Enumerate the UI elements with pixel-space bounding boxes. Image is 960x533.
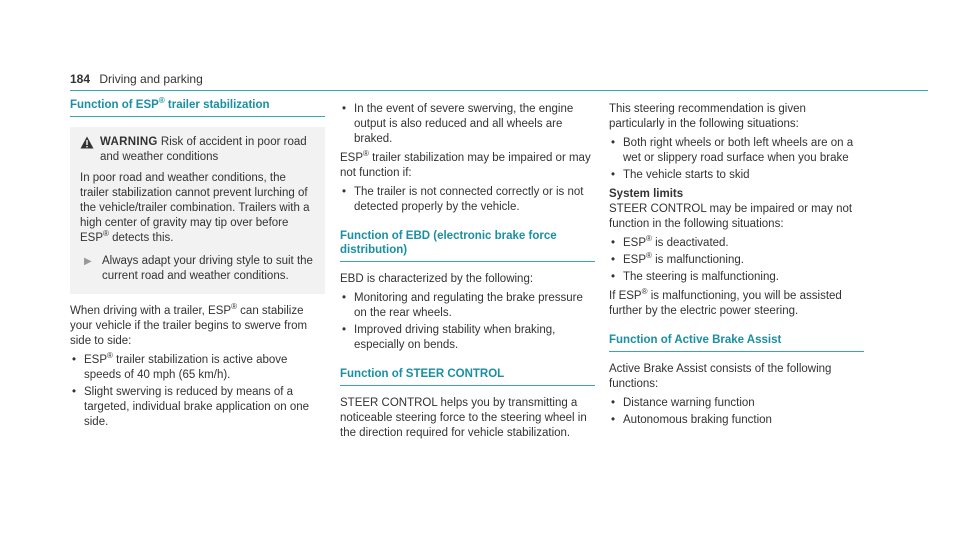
registered-mark: ® [641, 287, 648, 297]
list-item: • The trailer is not connected correctly or is not detected properly by the vehicle. [340, 185, 595, 215]
registered-mark: ® [231, 302, 237, 312]
impaired-paragraph [340, 151, 595, 181]
header-rule [70, 90, 928, 91]
list-item [70, 353, 325, 383]
column-1 [70, 98, 325, 434]
list-item: • Autonomous braking function [609, 413, 864, 428]
text: can stabilize your vehicle if the trailer begins to swerve from side to side: [70, 305, 308, 347]
warning-heading [80, 135, 315, 165]
text: trailer stabilization is active above speeds of 40 mph (65 km/h). [84, 354, 288, 381]
spacer [340, 219, 595, 229]
section-title-active-brake-assist: Function of Active Brake Assist [609, 333, 864, 352]
section-title-ebd: Function of EBD (electronic brake force distribution) [340, 229, 595, 262]
page-number: 184 [70, 72, 91, 86]
bullet-list [609, 396, 864, 428]
text: ESP [340, 152, 364, 164]
aba-intro: Active Brake Assist consists of the following functions: [609, 363, 832, 390]
list-item [609, 253, 864, 268]
warning-body-text: In poor road and weather conditions, the trailer stabilization cannot prevent lurching of the vehicle/trailer combination. Trailers with a high center of gravity may tip over before ESP [80, 172, 310, 244]
arrow-right-icon: ▶ [84, 256, 92, 267]
text: ESP [84, 354, 108, 366]
column-3 [609, 102, 864, 432]
warning-label: WARNING [100, 136, 158, 148]
text: is malfunctioning, you will be assisted further by the electric power steering. [609, 290, 842, 317]
list-item: • In the event of severe swerving, the engine output is also reduced and all wheels are braked. [340, 102, 595, 147]
list-item: • Improved driving stability when braking, especially on bends. [340, 323, 595, 353]
warning-triangle-icon [80, 136, 94, 149]
registered-mark: ® [158, 96, 165, 106]
ebd-intro: EBD is characterized by the following: [340, 273, 534, 285]
bullet-list [340, 102, 595, 147]
warning-body-end: detects this. [108, 232, 174, 244]
warning-body [80, 171, 315, 246]
bullet-list [340, 185, 595, 215]
text: trailer stabilization may be impaired or may not function if: [340, 152, 591, 179]
warning-heading-text: Risk of accident in poor road and weather conditions [100, 136, 307, 163]
column-2 [340, 102, 595, 445]
steer-body: STEER CONTROL helps you by transmitting a noticeable steering force to the steering wheel in the direction required for vehicle stabilization. [340, 397, 587, 439]
page-header [70, 72, 203, 87]
system-limits-heading: System limits [609, 188, 684, 200]
list-item: • The steering is malfunctioning. [609, 270, 864, 285]
intro-paragraph [70, 304, 325, 349]
text: ESP [623, 254, 647, 266]
title-part: Function of ESP [70, 99, 159, 111]
chapter-title: Driving and parking [99, 72, 203, 86]
section-title-steer-control: Function of STEER CONTROL [340, 367, 595, 386]
list-item: • The vehicle starts to skid [609, 168, 864, 183]
text: is malfunctioning. [651, 254, 744, 266]
list-item: • Slight swerving is reduced by means of a targeted, individual brake application on one side. [70, 385, 325, 430]
title-part: trailer stabilization [164, 99, 270, 111]
list-item [609, 236, 864, 251]
text: If ESP [609, 290, 642, 302]
warning-tip-text: Always adapt your driving style to suit the current road and weather conditions. [102, 255, 313, 282]
list-item: • Both right wheels or both left wheels are on a wet or slippery road surface when you brake [609, 136, 864, 166]
bullet-list [70, 353, 325, 430]
text: ESP [623, 237, 647, 249]
warning-title [100, 135, 315, 165]
spacer [609, 323, 864, 333]
registered-mark: ® [646, 234, 652, 244]
warning-tip [80, 254, 315, 284]
text: is deactivated. [651, 237, 729, 249]
registered-mark: ® [363, 149, 369, 159]
warning-box [70, 127, 325, 294]
section-title-esp-trailer [70, 98, 325, 117]
registered-mark: ® [107, 351, 113, 361]
bullet-list [340, 291, 595, 353]
registered-mark: ® [646, 251, 652, 261]
bullet-list [609, 236, 864, 285]
limits-intro: STEER CONTROL may be impaired or may not function in the following situations: [609, 203, 853, 230]
text: When driving with a trailer, ESP [70, 305, 232, 317]
list-item: • Distance warning function [609, 396, 864, 411]
recommendation-intro: This steering recommendation is given particularly in the following situations: [609, 103, 806, 130]
malfunction-paragraph [609, 289, 864, 319]
spacer [340, 357, 595, 367]
bullet-list [609, 136, 864, 183]
list-item: • Monitoring and regulating the brake pressure on the rear wheels. [340, 291, 595, 321]
registered-mark: ® [103, 229, 109, 239]
